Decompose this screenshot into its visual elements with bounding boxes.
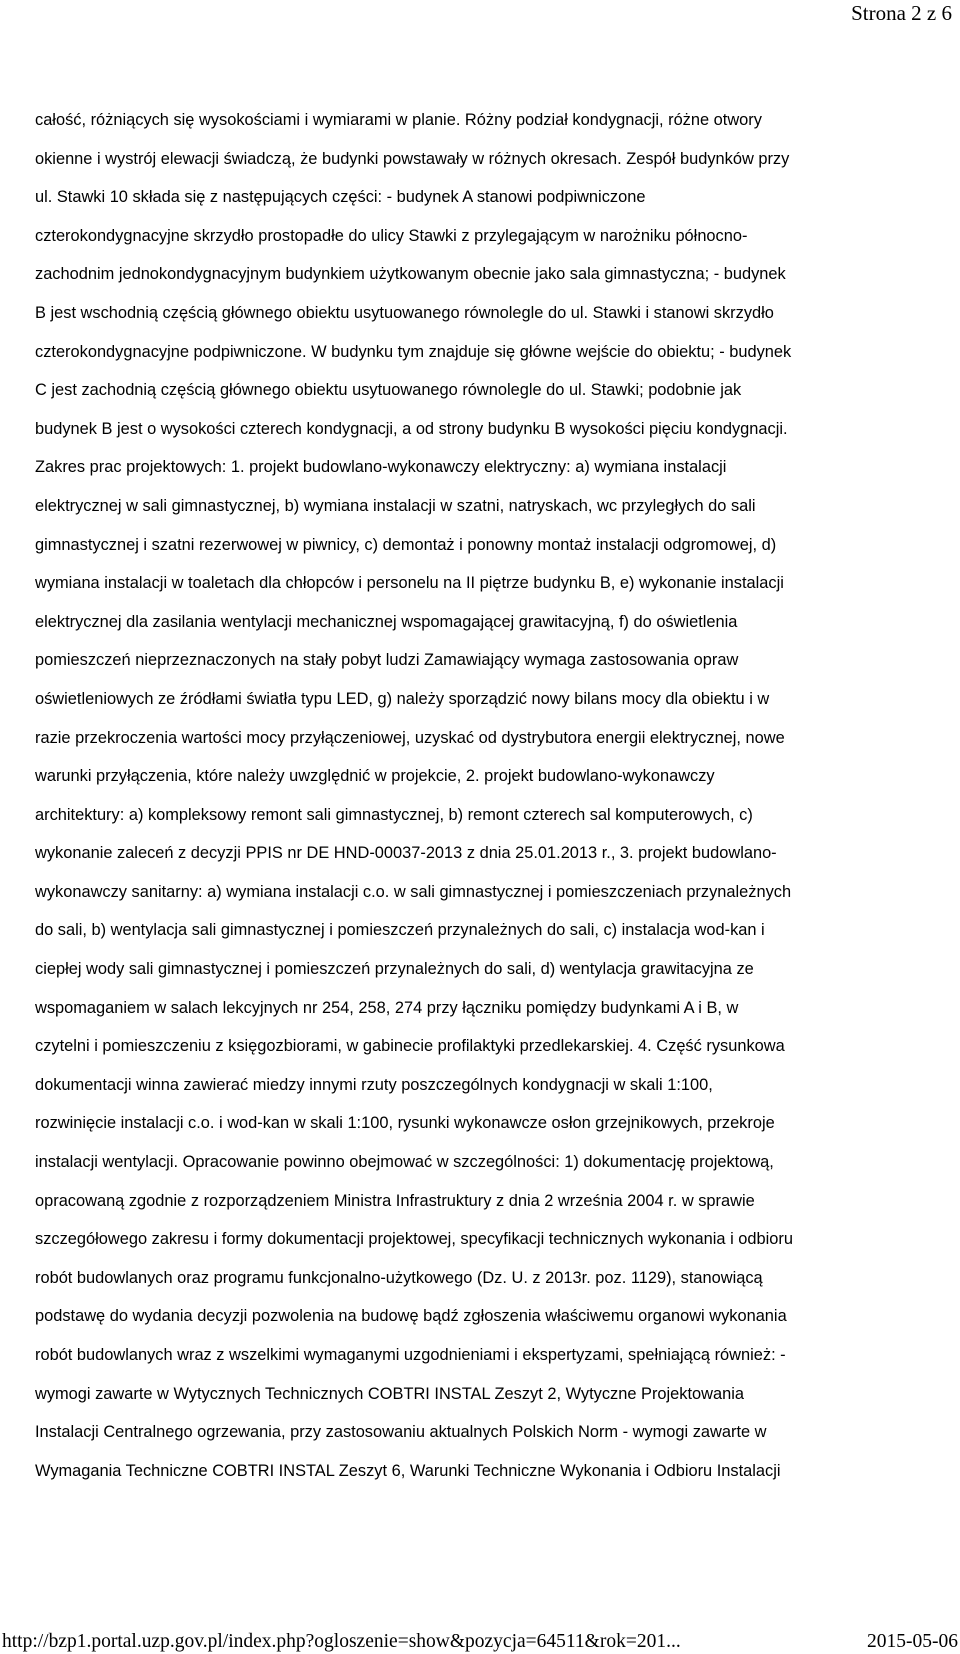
text-line: razie przekroczenia wartości mocy przyłączeniowej, uzyskać od dystrybutora energii elektrycznej, nowe: [35, 728, 785, 747]
text-line: podstawę do wydania decyzji pozwolenia na budowę bądź zgłoszenia właściwemu organowi wykonania: [35, 1307, 787, 1326]
text-line: czterokondygnacyjne podpiwniczone. W budynku tym znajduje się główne wejście do obiektu; - budynek: [35, 342, 792, 361]
text-line: szczegółowego zakresu i formy dokumentacji projektowej, specyfikacji technicznych wykonania i odbioru: [35, 1230, 793, 1249]
text-line: robót budowlanych oraz programu funkcjonalno-użytkowego (Dz. U. z 2013r. poz. 1129), stanowiącą: [35, 1268, 763, 1287]
document-body: [35, 101, 947, 1490]
text-line: opracowaną zgodnie z rozporządzeniem Ministra Infrastruktury z dnia 2 września 2004 r. w sprawie: [35, 1191, 755, 1210]
text-line: wykonawczy sanitarny: a) wymiana instalacji c.o. w sali gimnastycznej i pomieszczeniach przynależnych: [35, 882, 792, 901]
text-line: elektrycznej dla zasilania wentylacji mechanicznej wspomagającej grawitacyjną, f) do oświetlenia: [35, 612, 738, 631]
text-line: B jest wschodnią częścią głównego obiektu usytuowanego równolegle do ul. Stawki i stanowi skrzydło: [35, 303, 774, 322]
text-line: Wymagania Techniczne COBTRI INSTAL Zeszyt 6, Warunki Techniczne Wykonania i Odbioru Instalacji: [35, 1461, 781, 1480]
text-line: Zakres prac projektowych: 1. projekt budowlano-wykonawczy elektryczny: a) wymiana instalacji: [35, 458, 727, 477]
text-line: wymogi zawarte w Wytycznych Technicznych COBTRI INSTAL Zeszyt 2, Wytyczne Projektowania: [35, 1384, 744, 1403]
text-line: wymiana instalacji w toaletach dla chłopców i personelu na II piętrze budynku B, e) wykonanie instalacji: [35, 574, 784, 593]
print-date: 2015-05-06: [867, 1631, 958, 1652]
text-line: ciepłej wody sali gimnastycznej i pomieszczeń przynależnych do sali, d) wentylacja grawitacyjna ze: [35, 960, 754, 979]
text-line: budynek B jest o wysokości czterech kondygnacji, a od strony budynku B wysokości pięciu kondygnacji.: [35, 419, 788, 438]
text-line: ul. Stawki 10 składa się z następujących części: - budynek A stanowi podpiwniczone: [35, 188, 646, 207]
page-footer: [0, 1629, 960, 1654]
text-line: elektrycznej w sali gimnastycznej, b) wymiana instalacji w szatni, natryskach, wc przyległych do sali: [35, 496, 756, 515]
text-line: okienne i wystrój elewacji świadczą, że budynki powstawały w różnych okresach. Zespół budynków przy: [35, 149, 790, 168]
text-line: rozwinięcie instalacji c.o. i wod-kan w skali 1:100, rysunki wykonawcze osłon grzejnikowych, przekroje: [35, 1114, 775, 1133]
text-line: Instalacji Centralnego ogrzewania, przy zastosowaniu aktualnych Polskich Norm - wymogi zawarte w: [35, 1423, 767, 1442]
text-line: do sali, b) wentylacja sali gimnastycznej i pomieszczeń przynależnych do sali, c) instalacja wod-kan i: [35, 921, 765, 940]
text-line: czytelni i pomieszczeniu z księgozbiorami, w gabinecie profilaktyki przedlekarskiej. 4. Część rysunkowa: [35, 1037, 785, 1056]
text-line: dokumentacji winna zawierać miedzy innymi rzuty poszczególnych kondygnacji w skali 1:100,: [35, 1075, 713, 1094]
text-line: instalacji wentylacji. Opracowanie powinno obejmować w szczególności: 1) dokumentację projektową,: [35, 1153, 774, 1172]
text-line: robót budowlanych wraz z wszelkimi wymaganymi uzgodnieniami i ekspertyzami, spełniającą również: -: [35, 1346, 786, 1364]
text-line: wykonanie zaleceń z decyzji PPIS nr DE HND-00037-2013 z dnia 25.01.2013 r., 3. projekt budowlano-: [35, 844, 777, 863]
text-line: zachodnim jednokondygnacyjnym budynkiem użytkowanym obecnie jako sala gimnastyczna; - budynek: [35, 265, 786, 284]
text-line: oświetleniowych ze źródłami światła typu LED, g) należy sporządzić nowy bilans mocy dla obiektu i w: [35, 689, 770, 708]
text-line: całość, różniących się wysokościami i wymiarami w planie. Różny podział kondygnacji, różne otwory: [35, 111, 762, 129]
text-line: gimnastycznej i szatni rezerwowej w piwnicy, c) demontaż i ponowny montaż instalacji odgromowej, d): [35, 535, 777, 554]
source-url: http://bzp1.portal.uzp.gov.pl/index.php?ogloszenie=show&pozycja=64511&rok=201...: [2, 1631, 681, 1652]
text-line: architektury: a) kompleksowy remont sali gimnastycznej, b) remont czterech sal komputerowych, c): [35, 805, 753, 824]
text-line: warunki przyłączenia, które należy uwzględnić w projekcie, 2. projekt budowlano-wykonawczy: [35, 767, 715, 786]
text-line: pomieszczeń nieprzeznaczonych na stały pobyt ludzi Zamawiający wymaga zastosowania opraw: [35, 651, 739, 670]
page-number: Strona 2 z 6: [851, 1, 952, 25]
text-line: C jest zachodnią częścią głównego obiektu usytuowanego równolegle do ul. Stawki; podobnie jak: [35, 381, 742, 400]
text-line: czterokondygnacyjne skrzydło prostopadłe do ulicy Stawki z przylegającym w narożniku północno-: [35, 226, 748, 245]
text-line: wspomaganiem w salach lekcyjnych nr 254, 258, 274 przy łączniku pomiędzy budynkami A i B, w: [35, 998, 739, 1017]
